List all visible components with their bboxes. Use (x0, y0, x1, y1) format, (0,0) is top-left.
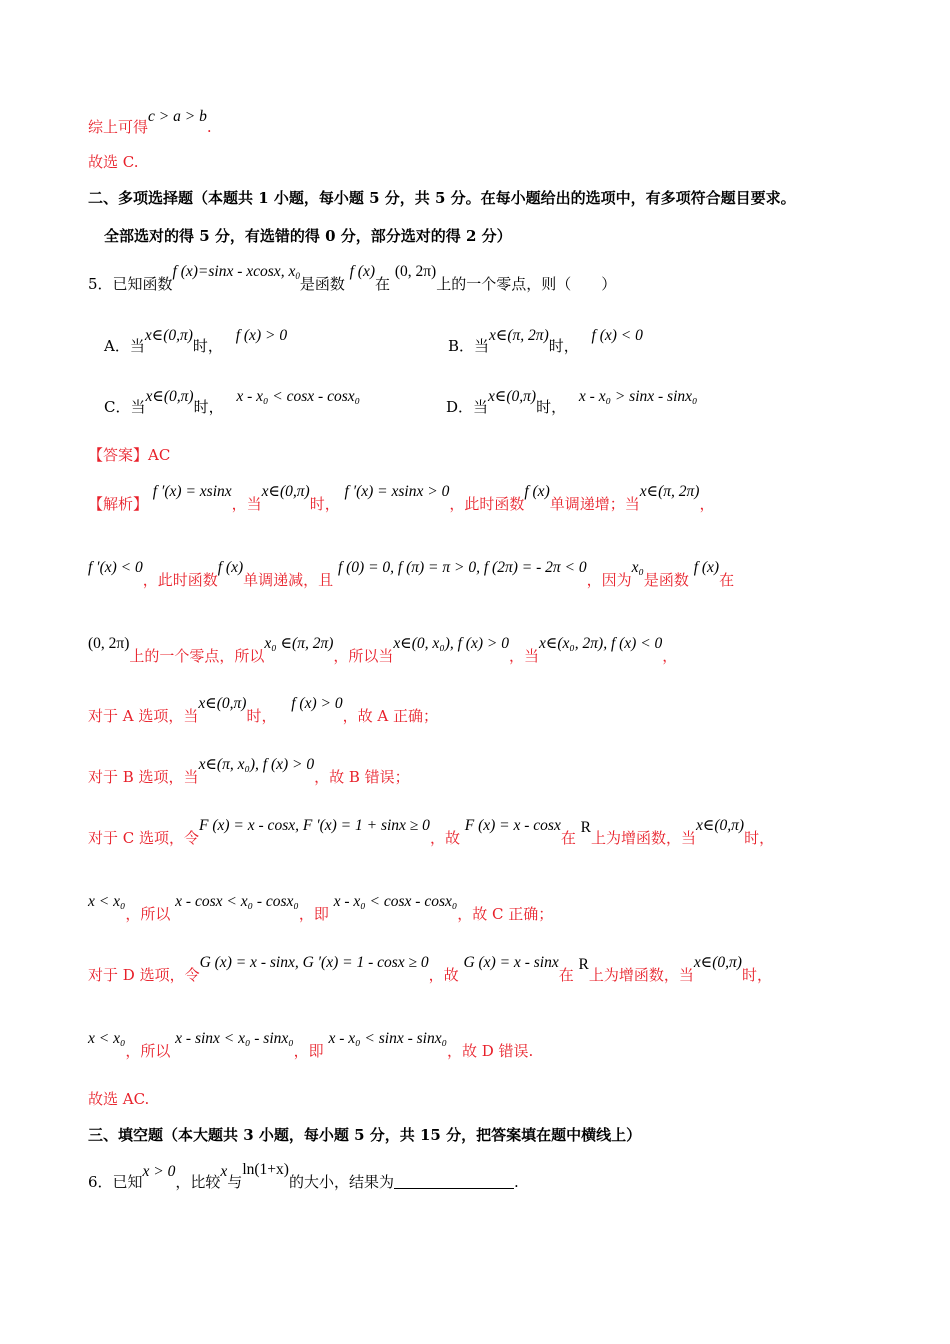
analysis2-math-1: f ′(x) < 0 (88, 559, 143, 576)
analysis-text-4: 单调递增；当 (549, 495, 640, 513)
q5-text-3: 上的一个零点，则（ ） (436, 275, 617, 293)
analysis-d2-text-1: ，所以 (125, 1042, 171, 1060)
option-d-label: D．当 (446, 398, 489, 416)
analysis-c2-text-3: ，故 C 正确； (457, 905, 554, 923)
analysis-option-d-2 (88, 1030, 534, 1063)
option-c-text: 时， (193, 398, 224, 416)
analysis-d-text-3: 在 (558, 966, 574, 984)
analysis2-text-4: 是函数 (643, 571, 689, 589)
analysis-c-text-1: 对于 C 选项，令 (88, 829, 200, 847)
analysis-option-c (88, 817, 775, 850)
q6-end: . (513, 1173, 519, 1191)
analysis-c-text-3: 在 (560, 829, 576, 847)
section-2-heading: 二、多项选择题（本题共 1 小题，每小题 5 分，共 5 分。在每小题给出的选项中，有多项符合题目要求。 (88, 189, 796, 207)
section-2-heading-cont: 全部选对的得 5 分，有选错的得 0 分，部分选对的得 2 分） (104, 227, 512, 245)
analysis-a-math-2: f (x) > 0 (291, 695, 343, 712)
analysis-line-2 (88, 559, 735, 592)
q6-cond: x > 0 (142, 1163, 176, 1180)
option-d[interactable] (446, 388, 698, 419)
option-b[interactable] (448, 327, 643, 358)
question-6 (88, 1161, 519, 1194)
analysis-math-1: f ′(x) = xsinx (152, 483, 232, 500)
analysis-option-c-2 (88, 893, 554, 926)
option-b-claim: f (x) < 0 (591, 327, 643, 344)
analysis-d2-math-1: x < x₀ (88, 1030, 126, 1047)
option-c-claim: x - x₀ < cosx - cosx₀ (236, 388, 361, 405)
analysis-c2-math-2: x - cosx < x₀ - cosx₀ (175, 893, 299, 910)
option-b-cond: x∈(π, 2π) (489, 327, 549, 344)
analysis-c-text-5: 时， (744, 829, 775, 847)
analysis-b-text-2: ，故 B 错误； (314, 768, 410, 786)
analysis-c-math-2: F (x) = x - cosx (464, 817, 561, 834)
q6-answer-blank[interactable] (394, 1172, 514, 1189)
summary-math: c > a > b (148, 108, 207, 125)
analysis-c-text-4: 上为增函数，当 (590, 829, 696, 847)
analysis2-text-3: ，因为 (586, 571, 632, 589)
option-a-cond: x∈(0,π) (144, 327, 193, 344)
analysis-option-a (88, 695, 438, 728)
analysis-c2-text-1: ，所以 (125, 905, 171, 923)
analysis-d2-text-2: ，即 (293, 1042, 324, 1060)
analysis-a-math-1: x∈(0,π) (198, 695, 247, 712)
q5-function-def-text: f (x)=sinx - xcosx, x (172, 263, 296, 280)
analysis3-math-3: x∈(0, x₀), f (x) > 0 (393, 635, 509, 652)
analysis3-text-2: ，所以当 (333, 647, 394, 665)
option-c-label: C．当 (104, 398, 146, 416)
answer-line: 【答案】AC (88, 446, 171, 464)
q6-x: x (220, 1163, 228, 1180)
question-5-stem (88, 263, 617, 300)
q6-text-1: ，比较 (175, 1173, 221, 1191)
q5-text-2: 在 (375, 275, 391, 293)
option-d-claim: x - x₀ > sinx - sinx₀ (578, 388, 698, 405)
analysis-d-text-2: ，故 (428, 966, 459, 984)
analysis-text-1: ，当 (231, 495, 262, 513)
analysis-c-math-3: R (580, 819, 591, 836)
option-c-cond: x∈(0,π) (145, 388, 194, 405)
analysis-math-2: x∈(0,π) (261, 483, 310, 500)
analysis-math-3: f ′(x) = xsinx > 0 (344, 483, 450, 500)
q6-text-2: 与 (227, 1173, 243, 1191)
option-b-label: B．当 (448, 337, 490, 355)
option-d-text: 时， (536, 398, 567, 416)
option-a-text: 时， (192, 337, 223, 355)
q5-text-1: 是函数 (299, 275, 345, 293)
option-a[interactable] (104, 327, 288, 358)
analysis-label: 【解析】 (88, 495, 149, 513)
analysis-d2-text-3: ，故 D 错误. (446, 1042, 534, 1060)
analysis2-text-1: ，此时函数 (142, 571, 218, 589)
analysis-text-2: 时， (309, 495, 340, 513)
q5-number: 5．已知函数 (88, 275, 173, 293)
analysis-d-math-1: G (x) = x - sinx, G ′(x) = 1 - cosx ≥ 0 (199, 954, 429, 971)
q6-number: 6．已知 (88, 1173, 143, 1191)
analysis-line-1 (88, 483, 715, 516)
q6-text-3: 的大小，结果为 (288, 1173, 394, 1191)
analysis-d-text-4: 上为增函数，当 (588, 966, 694, 984)
prev-answer-line: 故选 C. (88, 153, 139, 171)
conclusion-line: 故选 AC. (88, 1090, 150, 1108)
q5-sub: 0 (295, 271, 300, 281)
analysis2-math-3: f (0) = 0, f (π) = π > 0, f (2π) = - 2π < 0 (337, 559, 587, 576)
analysis-d-text-5: 时， (741, 966, 772, 984)
analysis-a-text-3: ，故 A 正确； (342, 707, 438, 725)
analysis2-math-5: f (x) (693, 559, 720, 576)
analysis3-text-4: ， (662, 647, 678, 665)
analysis-a-text-2: 时， (246, 707, 277, 725)
analysis-math-4: f (x) (524, 483, 550, 500)
analysis-math-5: x∈(π, 2π) (639, 483, 700, 500)
analysis-text-5: ， (699, 495, 715, 513)
analysis-d2-math-2: x - sinx < x₀ - sinx₀ (175, 1030, 294, 1047)
analysis-d-math-3: R (578, 956, 589, 973)
q5-fx: f (x) (349, 263, 376, 280)
option-d-cond: x∈(0,π) (488, 388, 537, 405)
q5-function-def (173, 261, 300, 287)
analysis-d-math-2: G (x) = x - sinx (463, 954, 559, 971)
section-3-heading: 三、填空题（本大题共 3 小题，每小题 5 分，共 15 分，把答案填在题中横线上） (88, 1126, 642, 1144)
analysis-c2-text-2: ，即 (298, 905, 329, 923)
analysis-line-3 (88, 635, 678, 668)
option-a-claim: f (x) > 0 (235, 327, 288, 344)
analysis-c2-math-3: x - x₀ < cosx - cosx₀ (333, 893, 458, 910)
analysis-d-math-4: x∈(0,π) (693, 954, 742, 971)
analysis3-text-3: ，当 (508, 647, 539, 665)
analysis2-math-2: f (x) (217, 559, 244, 576)
analysis3-math-1: (0, 2π) (88, 635, 130, 652)
analysis-d-text-1: 对于 D 选项，令 (88, 966, 200, 984)
summary-end: . (206, 118, 212, 136)
option-a-label: A．当 (104, 337, 145, 355)
analysis-text-3: ，此时函数 (449, 495, 525, 513)
summary-text: 综上可得 (88, 118, 149, 136)
option-c[interactable] (104, 388, 361, 419)
analysis-d2-math-3: x - x₀ < sinx - sinx₀ (328, 1030, 447, 1047)
analysis3-text-1: 上的一个零点，所以 (129, 647, 265, 665)
analysis3-math-2: x₀ ∈(π, 2π) (264, 635, 334, 652)
analysis-c2-math-1: x < x₀ (88, 893, 126, 910)
analysis-a-text-1: 对于 A 选项，当 (88, 707, 199, 725)
analysis2-math-4: x₀ (631, 559, 644, 576)
analysis2-text-2: 单调递减，且 (243, 571, 334, 589)
analysis2-text-5: 在 (719, 571, 735, 589)
analysis-option-b (88, 756, 410, 789)
option-b-text: 时， (548, 337, 579, 355)
q5-interval: (0, 2π) (394, 263, 437, 280)
summary-line (88, 108, 212, 139)
analysis-c-text-2: ，故 (429, 829, 460, 847)
q6-ln: ln(1+x) (242, 1161, 289, 1178)
analysis-option-d (88, 954, 772, 987)
analysis-b-math-1: x∈(π, x₀), f (x) > 0 (198, 756, 315, 773)
analysis-b-text-1: 对于 B 选项，当 (88, 768, 199, 786)
analysis-c-math-1: F (x) = x - cosx, F ′(x) = 1 + sinx ≥ 0 (199, 817, 430, 834)
analysis-c-math-4: x∈(0,π) (695, 817, 745, 834)
analysis3-math-4: x∈(x₀, 2π), f (x) < 0 (538, 635, 663, 652)
